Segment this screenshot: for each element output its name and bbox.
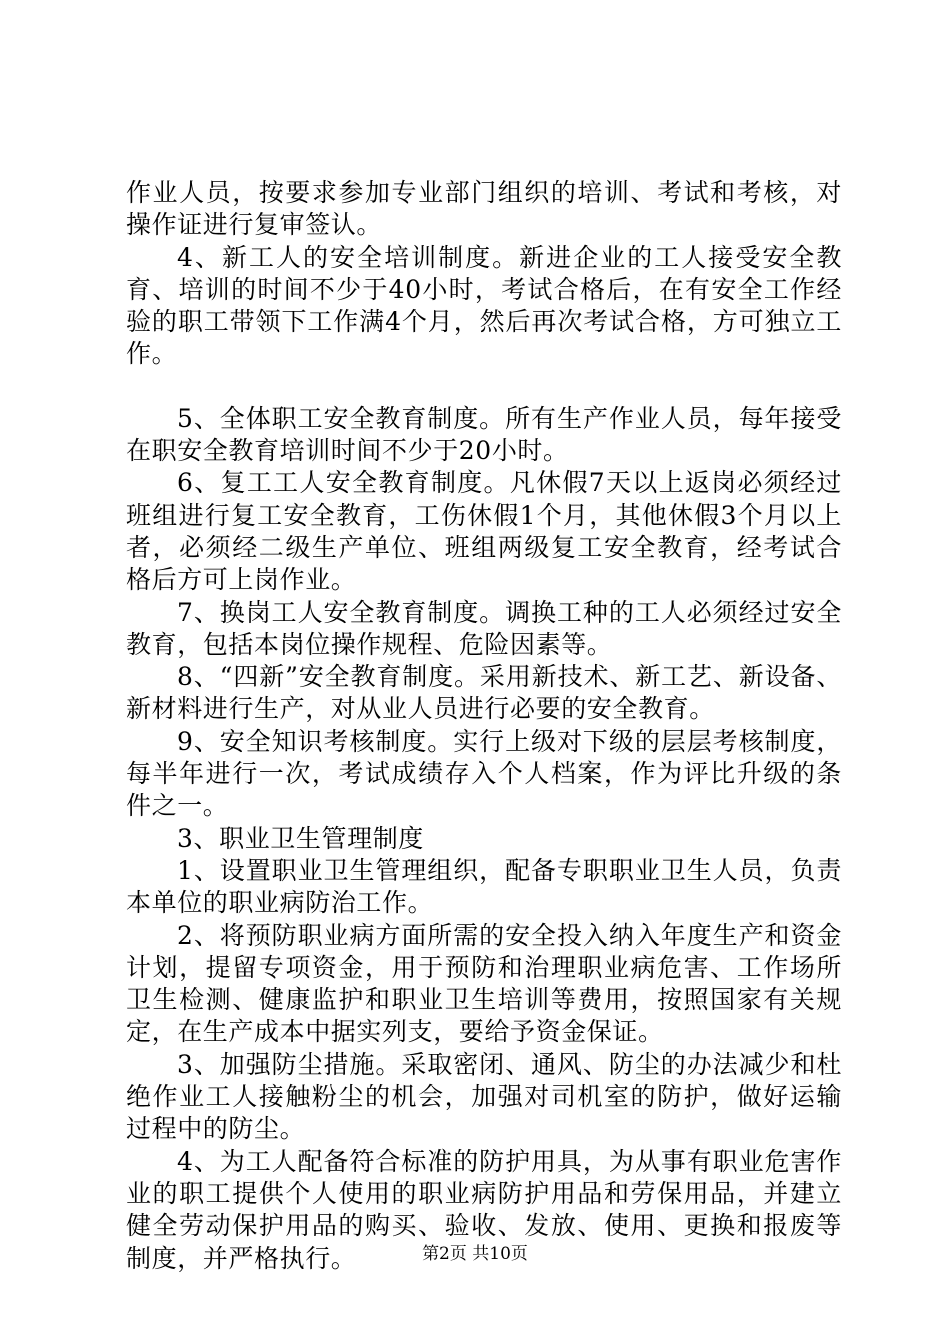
page-number: 第2页 共10页: [422, 1244, 528, 1264]
document-body: [126, 177, 842, 1275]
paragraph: 作业人员，按要求参加专业部门组织的培训、考试和考核，对操作证进行复审签认。: [126, 178, 842, 240]
paragraph: 6、复工工人安全教育制度。凡休假7天以上返岗必须经过班组进行复工安全教育，工伤休假1个月，其他休假3个月以上者，必须经二级生产单位、班组两级复工安全教育，经考试合格后方可上岗作业。: [126, 468, 842, 595]
paragraph: 1、设置职业卫生管理组织，配备专职职业卫生人员，负责本单位的职业病防治工作。: [126, 855, 842, 918]
paragraph: 9、安全知识考核制度。实行上级对下级的层层考核制度，每半年进行一次，考试成绩存入个人档案，作为评比升级的条件之一。: [126, 726, 842, 821]
paragraph: 2、将预防职业病方面所需的安全投入纳入年度生产和资金计划，提留专项资金，用于预防和治理职业病危害、工作场所卫生检测、健康监护和职业卫生培训等费用，按照国家有关规定，在生产成本中据实列支，要给予资金保证。: [126, 920, 842, 1047]
paragraph: 4、新工人的安全培训制度。新进企业的工人接受安全教育、培训的时间不少于40小时，考试合格后，在有安全工作经验的职工带领下工作满4个月，然后再次考试合格，方可独立工作。: [126, 242, 842, 369]
paragraph: 8、“四新”安全教育制度。采用新技术、新工艺、新设备、新材料进行生产，对从业人员进行必要的安全教育。: [126, 662, 842, 724]
section-heading: 3、职业卫生管理制度: [177, 823, 424, 853]
page-footer: [0, 1243, 950, 1265]
paragraph: 5、全体职工安全教育制度。所有生产作业人员，每年接受在职安全教育培训时间不少于20小时。: [126, 403, 842, 466]
paragraph: 7、换岗工人安全教育制度。调换工种的工人必须经过安全教育，包括本岗位操作规程、危险因素等。: [126, 597, 842, 659]
paragraph: 3、加强防尘措施。采取密闭、通风、防尘的办法减少和杜绝作业工人接触粉尘的机会，加强对司机室的防护，做好运输过程中的防尘。: [126, 1049, 842, 1144]
paragraph: 4、为工人配备符合标准的防护用具，为从事有职业危害作业的职工提供个人使用的职业病防护用品和劳保用品，并建立健全劳动保护用品的购买、验收、发放、使用、更换和报废等制度，并严格执行。: [126, 1146, 842, 1273]
